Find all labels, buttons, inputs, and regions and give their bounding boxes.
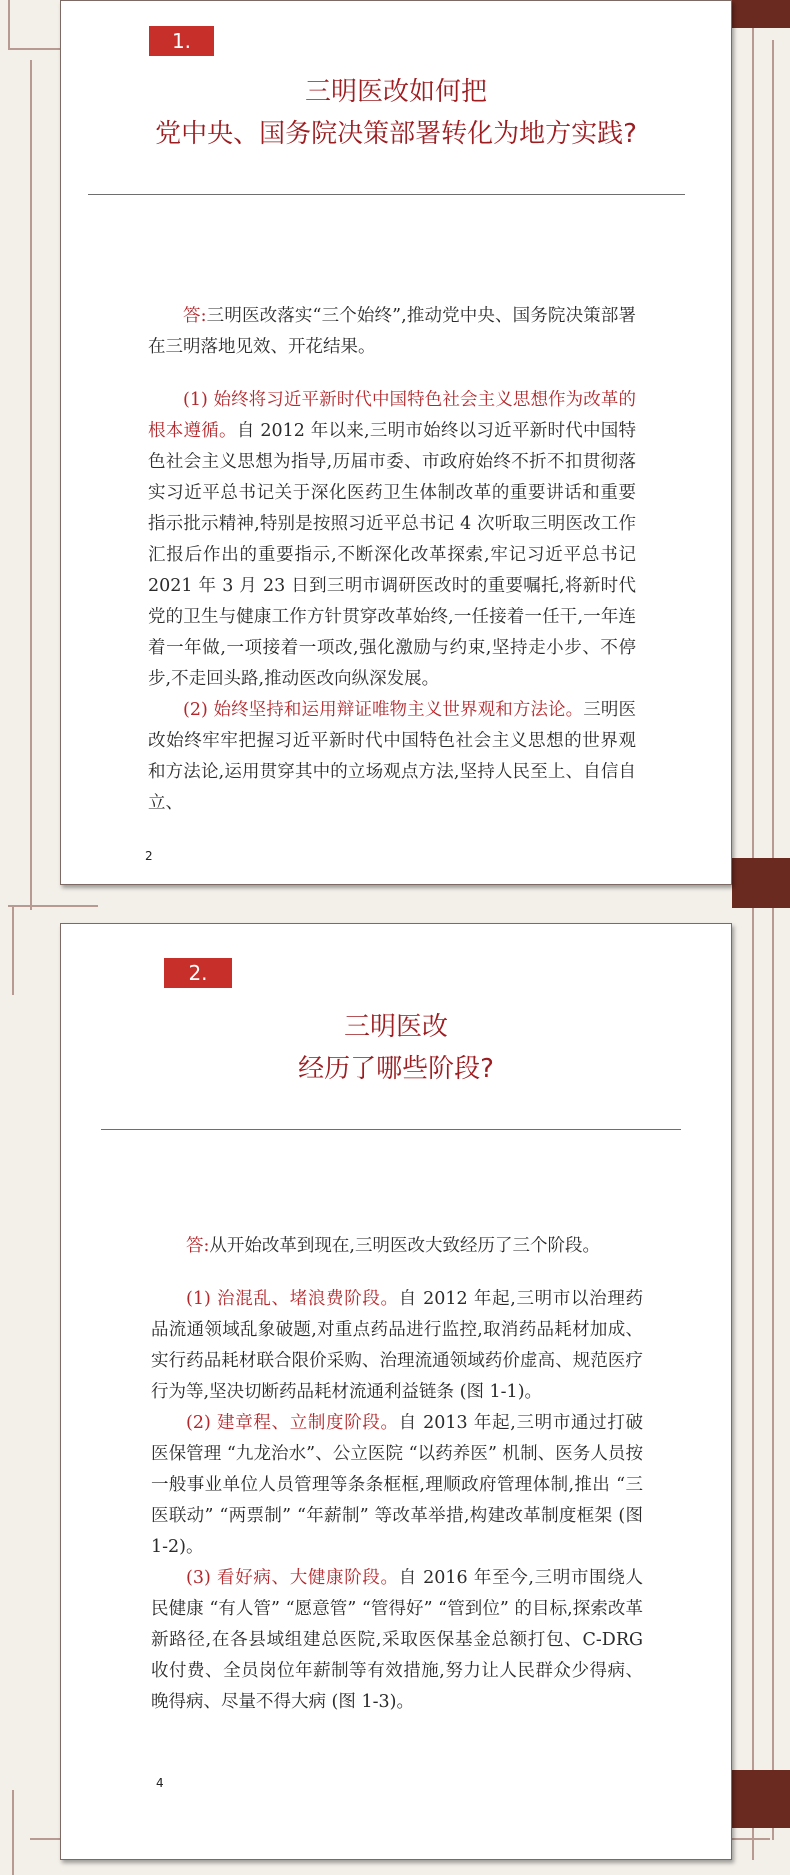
title-divider: [88, 194, 685, 195]
item-heading: (1) 始终将习近平新时代中国特色社会主义思想作为改革的根本遵循。: [148, 390, 636, 441]
item-heading: (2) 始终坚持和运用辩证唯物主义世界观和方法论。: [183, 700, 584, 720]
book-page-1: [60, 0, 732, 885]
list-item: (2) 始终坚持和运用辩证唯物主义世界观和方法论。三明医改始终牢牢把握习近平新时代中国特色社会主义思想的世界观和方法论,运用贯穿其中的立场观点方法,坚持人民至上、自信自立、: [148, 700, 637, 813]
background-line: [12, 1790, 14, 1875]
section-badge: 1.: [149, 26, 214, 56]
background-line: [8, 905, 98, 907]
item-heading: (3) 看好病、大健康阶段。: [186, 1568, 399, 1588]
page-body: [151, 1231, 643, 1718]
title-divider: [101, 1129, 681, 1130]
list-item: (3) 看好病、大健康阶段。自 2016 年至今,三明市围绕人民健康 “有人管” “愿意管” “管得好” “管到位” 的目标,探索改革新路径,在各县域组建总医院,采取医保基金总额打包、C-DRG 收付费、全员岗位年薪制等有效措施,努力让人民群众少得病、晚得病、尽量不得大病 (图 1-3)。: [151, 1568, 643, 1712]
list-item: (1) 始终将习近平新时代中国特色社会主义思想作为改革的根本遵循。自 2012 年以来,三明市始终以习近平新时代中国特色社会主义思想为指导,历届市委、市政府始终不折不扣贯彻落实习近平总书记关于深化医药卫生体制改革的重要讲话和重要指示批示精神,特别是按照习近平总书记 4 次听取三明医改工作汇报后作出的重要指示,不断深化改革探索,牢记习近平总书记 2021 年 3 月 23 日到三明市调研医改时的重要嘱托,将新时代党的卫生与健康工作方针贯穿改革始终,一任接着一任干,一年连着一年做,一项接着一项改,强化激励与约束,坚持走小步、不停步,不走回头路,推动医改向纵深发展。: [148, 390, 636, 689]
answer-paragraph: 答:三明医改落实“三个始终”,推动党中央、国务院决策部署在三明落地见效、开花结果。: [148, 306, 636, 357]
page-number: 4: [156, 1776, 164, 1790]
list-item: (2) 建章程、立制度阶段。自 2013 年起,三明市通过打破医保管理 “九龙治水”、公立医院 “以药养医” 机制、医务人员按一般事业单位人员管理等条条框框,理顺政府管理体制,推出 “三医联动” “两票制” “年薪制” 等改革举措,构建改革制度框架 (图 1-2)。: [151, 1413, 643, 1557]
background-line: [772, 40, 774, 1840]
item-heading: (2) 建章程、立制度阶段。: [186, 1413, 399, 1433]
page-number: 2: [145, 849, 153, 863]
answer-paragraph: 答:从开始改革到现在,三明医改大致经历了三个阶段。: [186, 1236, 600, 1256]
answer-label: 答:: [186, 1236, 210, 1256]
book-page-2: [60, 923, 732, 1860]
corner-ornament: [732, 0, 790, 28]
section-badge: 2.: [164, 958, 232, 988]
page-title: 三明医改如何把 党中央、国务院决策部署转化为地方实践?: [155, 77, 637, 149]
background-line: [752, 20, 754, 1860]
page-title: 三明医改 经历了哪些阶段?: [298, 1012, 494, 1084]
list-item: (1) 治混乱、堵浪费阶段。自 2012 年起,三明市以治理药品流通领域乱象破题,对重点药品进行监控,取消药品耗材加成、实行药品耗材联合限价采购、治理流通领域药价虚高、规范医疗行为等,坚决切断药品耗材流通利益链条 (图 1-1)。: [151, 1289, 643, 1402]
corner-ornament: [732, 1770, 790, 1828]
corner-ornament: [732, 858, 790, 908]
answer-label: 答:: [183, 306, 207, 326]
background-line: [12, 905, 14, 995]
background-line: [30, 60, 32, 910]
page-body: [148, 301, 636, 819]
item-heading: (1) 治混乱、堵浪费阶段。: [186, 1289, 399, 1309]
